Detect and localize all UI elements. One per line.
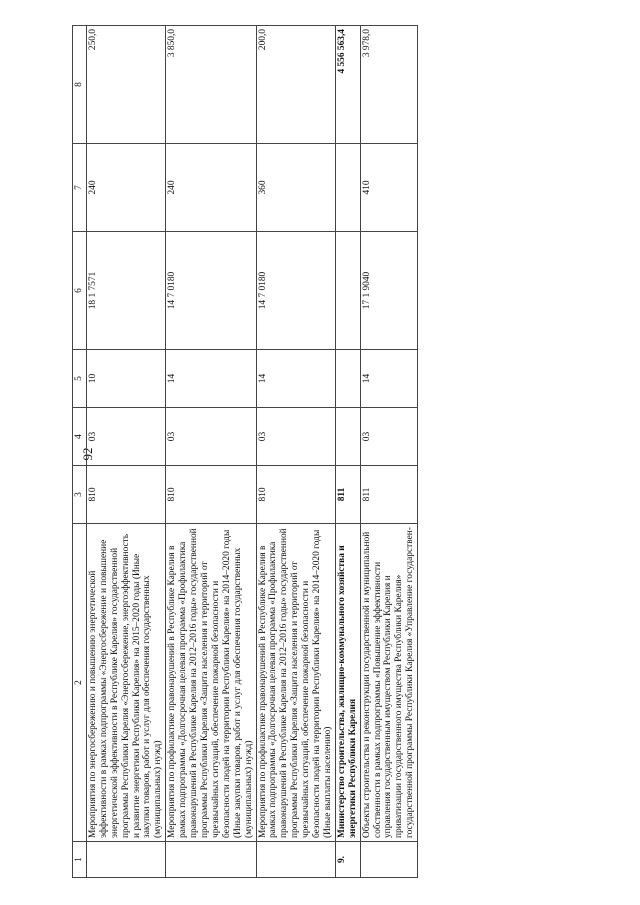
- row-section: 03: [360, 408, 418, 466]
- row-description: Мероприятия по профилактике правонарушений в Республике Карелия в рамках подпрограммы «Долгосрочная целевая программа «Профилактика правонарушений в Республике Карелия на 2012–2016 годы» государственной программы Республики Карелия «Защита населения и территорий от чрезвычайных ситуаций, обеспечение пожарной безопасности и безопасности людей на территории Республики Карелия» на 2014–2020 годы (Иные выплаты населению): [256, 524, 335, 842]
- row-index: [166, 842, 256, 878]
- row-amount: 3 978,0: [360, 26, 418, 144]
- row-expense-type: [335, 144, 360, 232]
- col-header-5: 5: [73, 350, 87, 408]
- table-row: [256, 26, 335, 878]
- row-subsection: 14: [360, 350, 418, 408]
- row-index: [86, 842, 165, 878]
- col-header-2: 2: [73, 524, 87, 842]
- row-subsection: [335, 350, 360, 408]
- row-subsection: 10: [86, 350, 165, 408]
- page-number: 92: [80, 447, 95, 461]
- row-amount: 200,0: [256, 26, 335, 144]
- row-expense-type: 410: [360, 144, 418, 232]
- row-ministry-code: 811: [360, 466, 418, 524]
- table-row-ministry: [335, 26, 360, 878]
- col-header-3: 3: [73, 466, 87, 524]
- col-header-6: 6: [73, 232, 87, 350]
- row-amount: 250,0: [86, 26, 165, 144]
- row-expense-type: 240: [86, 144, 165, 232]
- row-amount: 4 556 563,4: [335, 26, 360, 144]
- row-subsection: 14: [166, 350, 256, 408]
- col-header-4: 4: [73, 408, 87, 466]
- row-description: Объекты строительства и реконструкции государственной и муниципальной собственности в рамках подпрограммы «Повышение эффективности управления государственным имуществом Республики Карелия и приватизации государственного имущества Республики Карелия» государственной программы Республики Карелия «Управление государствен-: [360, 524, 418, 842]
- row-target-article: 17 1 9040: [360, 232, 418, 350]
- row-index: [256, 842, 335, 878]
- budget-table-container: [72, 26, 572, 878]
- col-header-7: 7: [73, 144, 87, 232]
- row-target-article: 18 1 7571: [86, 232, 165, 350]
- row-target-article: 14 7 0180: [166, 232, 256, 350]
- row-section: 03: [256, 408, 335, 466]
- row-description: Министерство строительства, жилищно-коммунального хозяйства и энергетики Республики Карелия: [335, 524, 360, 842]
- col-header-1: 1: [73, 842, 87, 878]
- row-description: Мероприятия по энергосбережению и повышению энергетической эффективности в рамках подпрограммы «Энергосбережение и повышение энергетической эффективности в Республике Карелия» государственной программы Республики Карелия «Энергосбережение, энергоэффективность и развитие энергетики Республики Карелия» на 2015–2020 годы (Иные закупки товаров, работ и услуг для обеспечения государственных (муниципальных) нужд): [86, 524, 165, 842]
- table-row: [86, 26, 165, 878]
- table-row: [360, 26, 418, 878]
- row-index: [360, 842, 418, 878]
- row-index: 9.: [335, 842, 360, 878]
- row-expense-type: 240: [166, 144, 256, 232]
- row-ministry-code: 810: [86, 466, 165, 524]
- row-section: 03: [86, 408, 165, 466]
- col-header-8: 8: [73, 26, 87, 144]
- row-section: [335, 408, 360, 466]
- row-amount: 3 850,0: [166, 26, 256, 144]
- row-expense-type: 360: [256, 144, 335, 232]
- row-target-article: [335, 232, 360, 350]
- row-section: 03: [166, 408, 256, 466]
- row-target-article: 14 7 0180: [256, 232, 335, 350]
- header-row: [73, 26, 87, 878]
- row-ministry-code: 810: [256, 466, 335, 524]
- row-subsection: 14: [256, 350, 335, 408]
- row-ministry-code: 811: [335, 466, 360, 524]
- row-description: Мероприятия по профилактике правонарушений в Республике Карелия в рамках подпрограммы «Долгосрочная целевая программа «Профилактика правонарушений в Республике Карелия на 2012–2016 годы» государственной программы Республики Карелия «Защита населения и территорий от чрезвычайных ситуаций, обеспечение пожарной безопасности и безопасности людей на территории Республики Карелия» на 2014–2020 годы (Иные закупки товаров, работ и услуг для обеспечения государственных (муниципальных) нужд): [166, 524, 256, 842]
- row-ministry-code: 810: [166, 466, 256, 524]
- table-row: [166, 26, 256, 878]
- budget-table: [72, 25, 418, 878]
